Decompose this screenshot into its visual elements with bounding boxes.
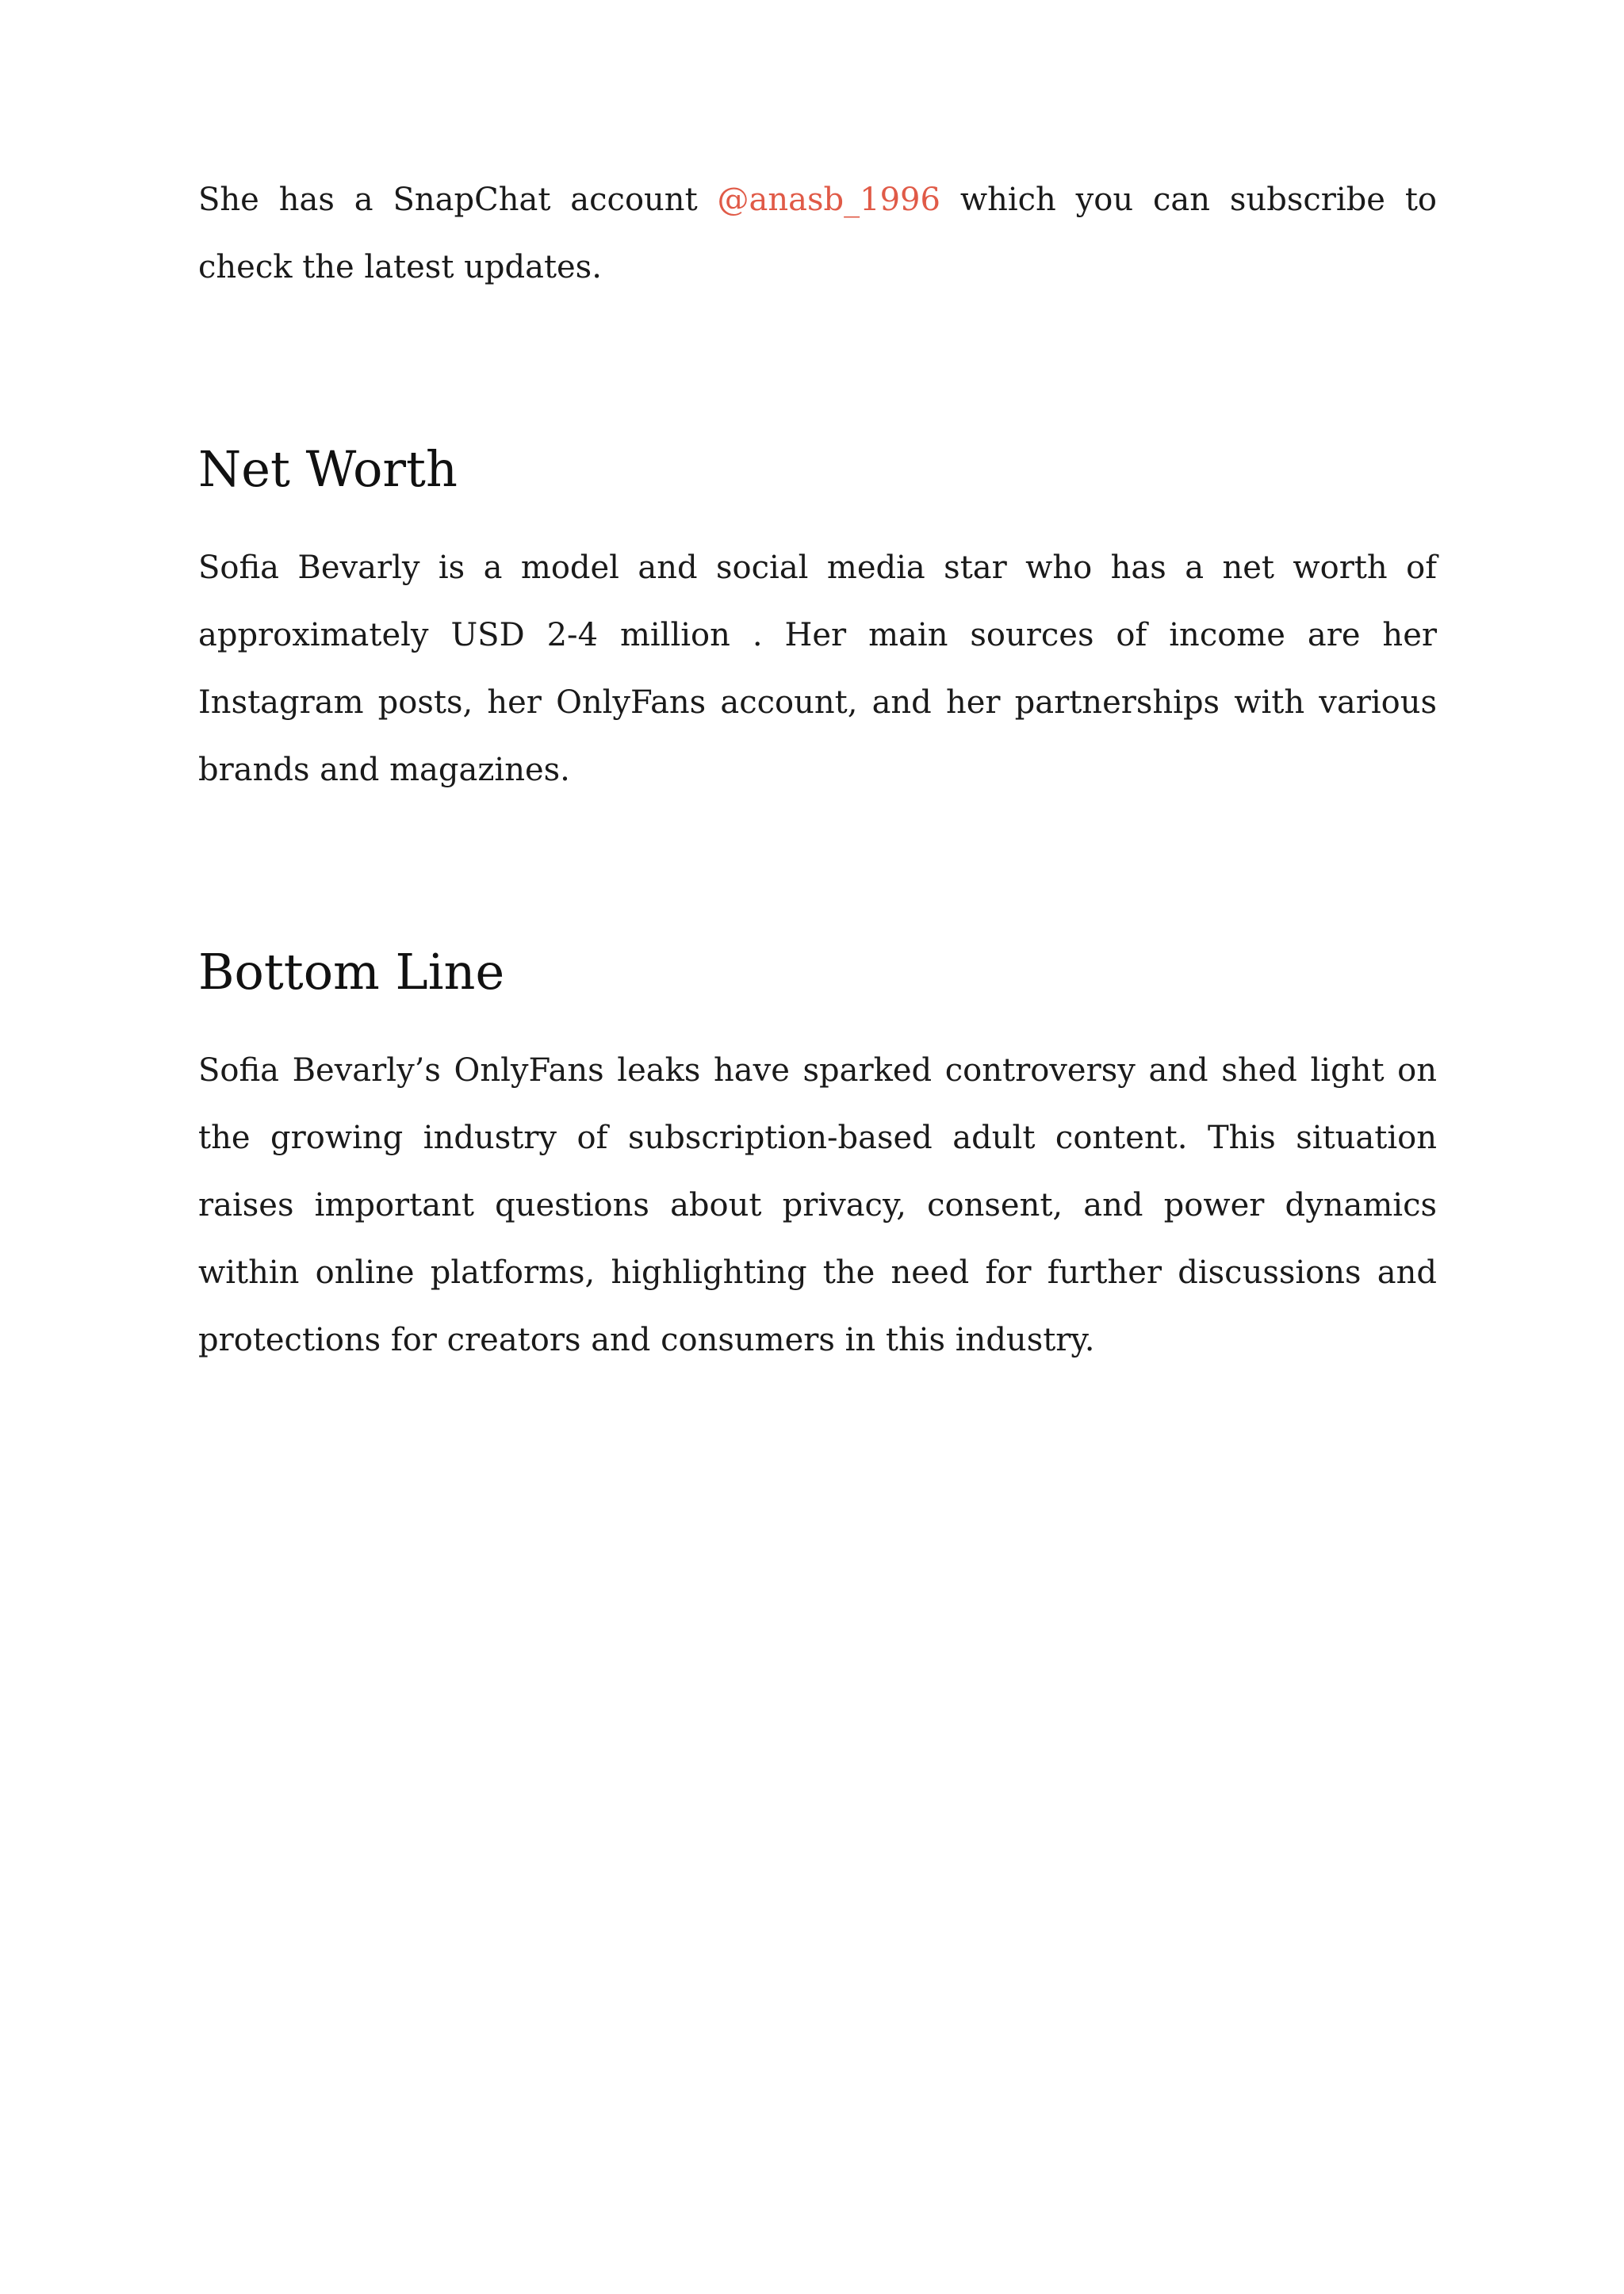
net-worth-heading: Net Worth — [198, 440, 458, 498]
net-worth-paragraph: Sofia Bevarly is a model and social media star who has a net worth of approximately USD 2-4 million . Her main sources of income are her Instagram posts, her OnlyFans account, and her partnerships with various brands and magazines. — [198, 550, 1437, 788]
intro-paragraph — [198, 167, 1437, 301]
bottom-line-paragraph: Sofia Bevarly’s OnlyFans leaks have sparked controversy and shed light on the growing industry of subscription-based adult content. This situation raises important questions about privacy, consent, and power dynamics within online platforms, highlighting the need for further discussions and protections for creators and consumers in this industry. — [198, 1052, 1437, 1358]
bottom-line-heading: Bottom Line — [198, 943, 505, 1001]
snapchat-handle-link[interactable]: @anasb_1996 — [717, 182, 940, 218]
intro-text-after: which you can subscribe to check the latest updates. — [198, 182, 1437, 285]
intro-text-before: She has a SnapChat account — [198, 182, 718, 218]
